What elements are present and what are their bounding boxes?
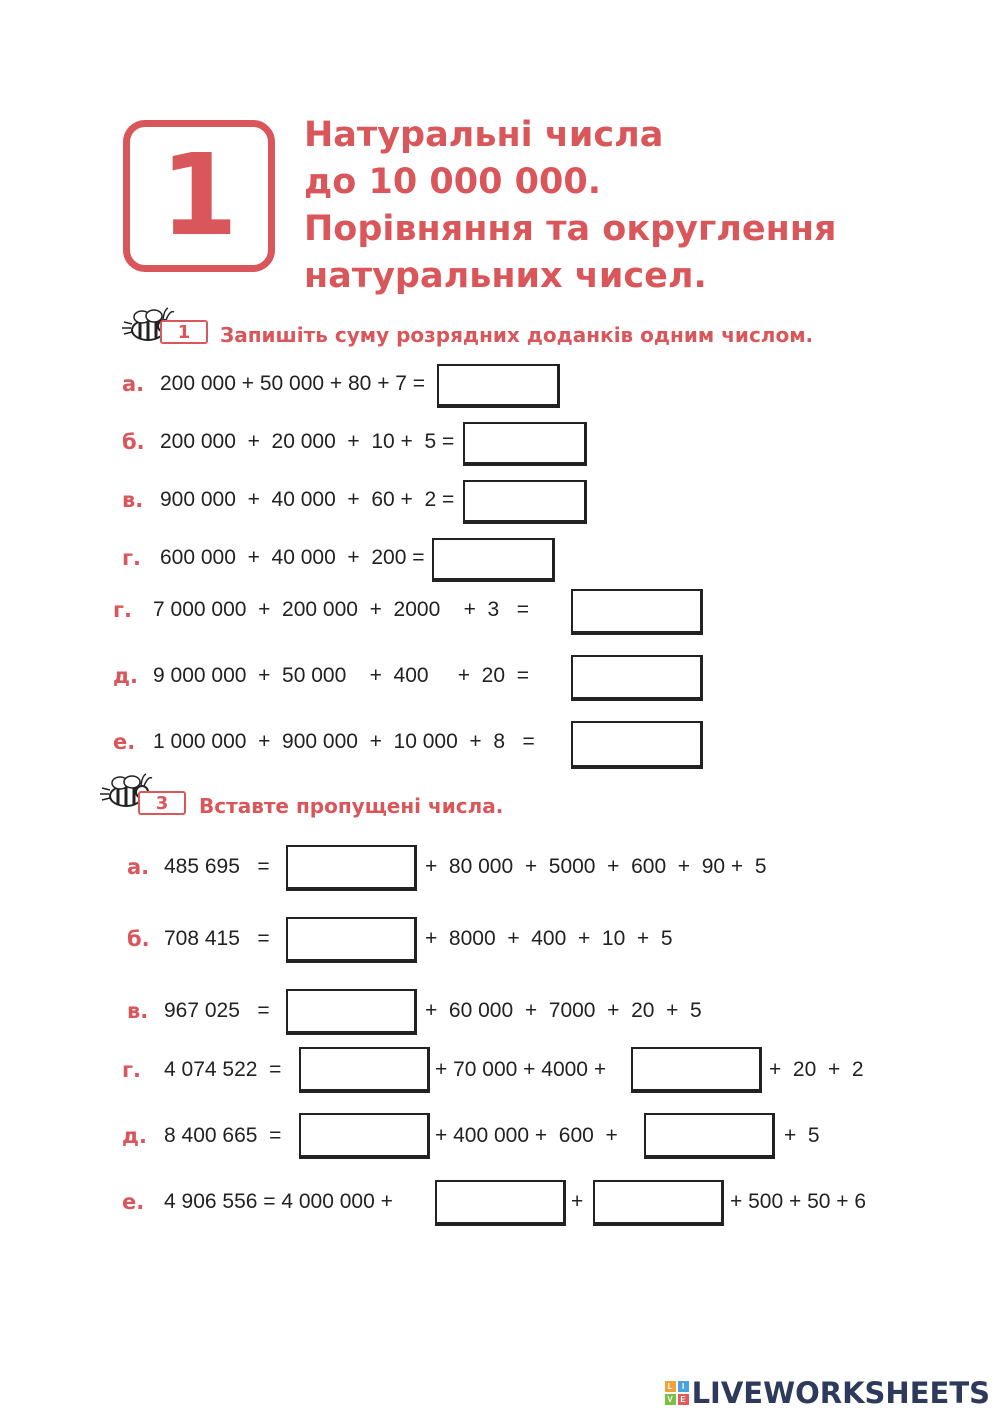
answer-box-3g-2[interactable] <box>631 1047 762 1093</box>
task-1-expression-a: 200 000 + 50 000 + 80 + 7 = <box>160 372 426 395</box>
answer-box-3g-1[interactable] <box>299 1047 430 1093</box>
task-3-letter-e: е. <box>122 1190 145 1214</box>
task-3-left-a: 485 695 = <box>164 855 270 878</box>
task-1-expression-v: 900 000 + 40 000 + 60 + 2 = <box>160 488 455 511</box>
task-1-letter-b: б. <box>122 430 145 454</box>
task-3-middle-e: + <box>571 1190 584 1213</box>
task-3-letter-d: д. <box>122 1124 147 1148</box>
task-1-letter-d: д. <box>113 664 138 688</box>
answer-box-3v[interactable] <box>286 989 417 1035</box>
brand-cube-v: V <box>665 1394 676 1405</box>
page-title-line-1: Натуральні числа <box>304 115 664 155</box>
task-1-expression-b: 200 000 + 20 000 + 10 + 5 = <box>160 430 455 453</box>
answer-box-1v[interactable] <box>463 480 587 524</box>
task-1-instruction: Запишіть суму розрядних доданків одним числом. <box>220 323 814 347</box>
task-3-right-b: + 8000 + 400 + 10 + 5 <box>425 927 673 950</box>
task-3-letter-a: а. <box>127 855 150 879</box>
brand-cube-l: L <box>665 1381 676 1392</box>
answer-box-3e-2[interactable] <box>593 1180 724 1226</box>
task-3-middle-g: + 70 000 + 4000 + <box>435 1058 607 1081</box>
brand-cube-i: I <box>678 1381 689 1392</box>
brand-text: LIVEWORKSHEETS <box>691 1376 990 1410</box>
task-3-instruction: Вставте пропущені числа. <box>199 794 504 818</box>
task-3-left-v: 967 025 = <box>164 999 270 1022</box>
task-1-expression-g2: 7 000 000 + 200 000 + 2000 + 3 = <box>153 598 529 621</box>
answer-box-3d-2[interactable] <box>644 1113 775 1159</box>
task-3-middle-d: + 400 000 + 600 + <box>435 1124 618 1147</box>
task-3-left-b: 708 415 = <box>164 927 270 950</box>
task-1-letter-a: а. <box>122 372 145 396</box>
task-1-badge: 1 <box>160 320 208 344</box>
task-3-badge: 3 <box>138 791 186 815</box>
page-title-line-3: Порівняння та округлення <box>304 209 837 249</box>
liveworksheets-logo <box>665 1376 990 1410</box>
answer-box-1g2[interactable] <box>571 589 703 635</box>
task-1-letter-g: г. <box>122 546 141 570</box>
task-3-letter-g: г. <box>122 1058 141 1082</box>
task-3-right-d: + 5 <box>784 1124 820 1147</box>
answer-box-3b[interactable] <box>286 917 417 963</box>
page-title-line-2: до 10 000 000. <box>304 162 601 202</box>
task-3-left-e: 4 906 556 = 4 000 000 + <box>164 1190 393 1213</box>
task-3-letter-b: б. <box>127 927 150 951</box>
answer-box-3a[interactable] <box>286 845 417 891</box>
task-1-letter-v: в. <box>122 488 144 512</box>
brand-cubes-icon <box>665 1381 689 1405</box>
task-1-expression-e: 1 000 000 + 900 000 + 10 000 + 8 = <box>153 730 535 753</box>
answer-box-1b[interactable] <box>463 422 587 466</box>
task-3-left-g: 4 074 522 = <box>164 1058 282 1081</box>
task-3-right-a: + 80 000 + 5000 + 600 + 90 + 5 <box>425 855 767 878</box>
lesson-number: 1 <box>160 131 238 261</box>
task-3-letter-v: в. <box>127 999 149 1023</box>
task-1-letter-g2: г. <box>113 598 132 622</box>
answer-box-1a[interactable] <box>437 364 560 408</box>
task-1-expression-g: 600 000 + 40 000 + 200 = <box>160 546 425 569</box>
task-3-right-g: + 20 + 2 <box>769 1058 864 1081</box>
task-3-right-e: + 500 + 50 + 6 <box>730 1190 867 1213</box>
task-1-expression-d: 9 000 000 + 50 000 + 400 + 20 = <box>153 664 529 687</box>
task-3-left-d: 8 400 665 = <box>164 1124 282 1147</box>
answer-box-1e[interactable] <box>571 721 703 769</box>
lesson-number-box <box>123 120 275 272</box>
answer-box-1g[interactable] <box>432 538 555 582</box>
task-3-right-v: + 60 000 + 7000 + 20 + 5 <box>425 999 702 1022</box>
task-1-letter-e: е. <box>113 730 136 754</box>
answer-box-3e-1[interactable] <box>435 1180 566 1226</box>
answer-box-3d-1[interactable] <box>299 1113 430 1159</box>
page-title-line-4: натуральних чисел. <box>304 256 707 296</box>
brand-cube-e: E <box>678 1394 689 1405</box>
answer-box-1d[interactable] <box>571 655 703 701</box>
